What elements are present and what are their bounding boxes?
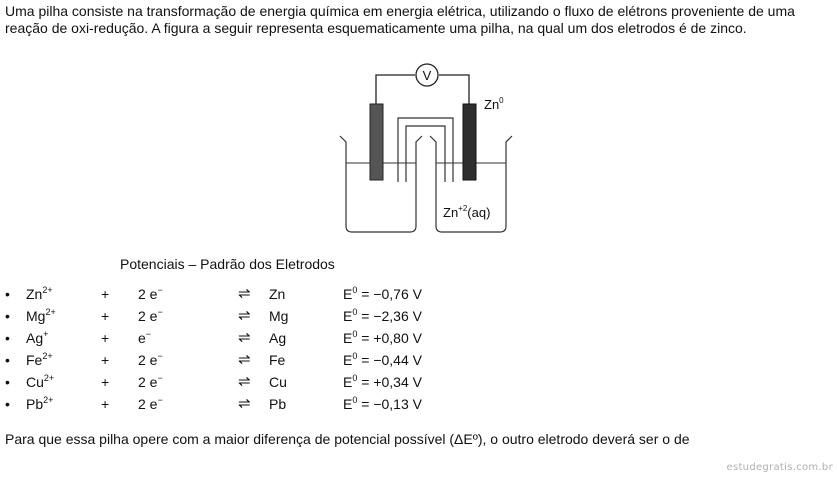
intro-paragraph: Uma pilha consiste na transformação de energia química em energia elétrica, utilizando o fluxo de elétrons proveniente de uma reação de oxi-redução. A figura a seguir representa esquematicamente uma pilha, na qual um dos eletrodos é de zinco. (5, 3, 795, 36)
equilibrium-arrow: ⇌ (238, 307, 251, 324)
table-row (0, 393, 500, 415)
voltmeter-icon (416, 64, 438, 86)
metal: Fe (269, 352, 286, 368)
bullet: • (5, 330, 10, 346)
electrons: 2 e− (138, 373, 163, 390)
table-row (0, 327, 500, 349)
standard-potential: $E^0 = -0,13$ V (343, 395, 422, 412)
bullet: • (5, 352, 10, 368)
metal: Mg (269, 308, 289, 324)
table-row (0, 371, 500, 393)
electrons: e− (138, 329, 152, 346)
standard-potential: $E^0 = -0,76$ V (343, 285, 422, 302)
zinc-electrode (463, 104, 476, 180)
metal: Zn (269, 286, 286, 302)
ion: $Cu^{2+}$ (26, 373, 55, 390)
bullet: • (5, 286, 10, 302)
plus-sign: + (101, 286, 110, 302)
standard-potential: $E^0 = +0,34$ V (343, 373, 422, 390)
equilibrium-arrow: ⇌ (238, 395, 251, 412)
electrons: 2 e− (138, 395, 163, 412)
equilibrium-arrow: ⇌ (238, 329, 251, 346)
electrons: 2 e− (138, 285, 163, 302)
ion: Ag+ (26, 329, 49, 346)
metal: Pb (269, 396, 287, 412)
metal: Ag (269, 330, 287, 346)
table-title: Potenciais – Padrão dos Eletrodos (120, 256, 335, 272)
plus-sign: + (101, 352, 110, 368)
table-row (0, 305, 500, 327)
equilibrium-arrow: ⇌ (238, 351, 251, 368)
metal: Cu (269, 374, 287, 390)
bullet: • (5, 374, 10, 390)
zinc-electrode-label: Zn$^0$ (484, 96, 504, 112)
plus-sign: + (101, 330, 110, 346)
plus-sign: + (101, 374, 110, 390)
standard-potential: $E^0 = +0,80$ V (343, 329, 422, 346)
ion: $Fe^{2+}$ (26, 351, 53, 368)
standard-potential: $E^0 = -0,44$ V (343, 351, 422, 368)
equilibrium-arrow: ⇌ (238, 373, 251, 390)
ion: $Pb^{2+}$ (26, 395, 54, 412)
table-row (0, 283, 500, 305)
left-electrode (370, 104, 383, 180)
table-row (0, 349, 500, 371)
bullet: • (5, 396, 10, 412)
electrons: 2 e− (138, 307, 163, 324)
equilibrium-arrow: ⇌ (238, 285, 251, 302)
galvanic-cell-figure (335, 60, 525, 240)
electrons: 2 e− (138, 351, 163, 368)
bullet: • (5, 308, 10, 324)
plus-sign: + (101, 396, 110, 412)
plus-sign: + (101, 308, 110, 324)
zinc-solution-label: $Zn^{+2}(aq)$ (443, 204, 491, 220)
watermark: estudegratis.com.br (726, 462, 833, 473)
standard-potential: $E^0 = -2,36$ V (343, 307, 422, 324)
voltmeter-label: V (422, 68, 432, 83)
question-text: Para que essa pilha opere com a maior diferença de potencial possível (ΔEº), o outro eletrodo deverá ser o de (5, 431, 690, 447)
ion: $Zn^{2+}$ (26, 285, 53, 302)
ion: $Mg^{2+}$ (26, 307, 56, 324)
